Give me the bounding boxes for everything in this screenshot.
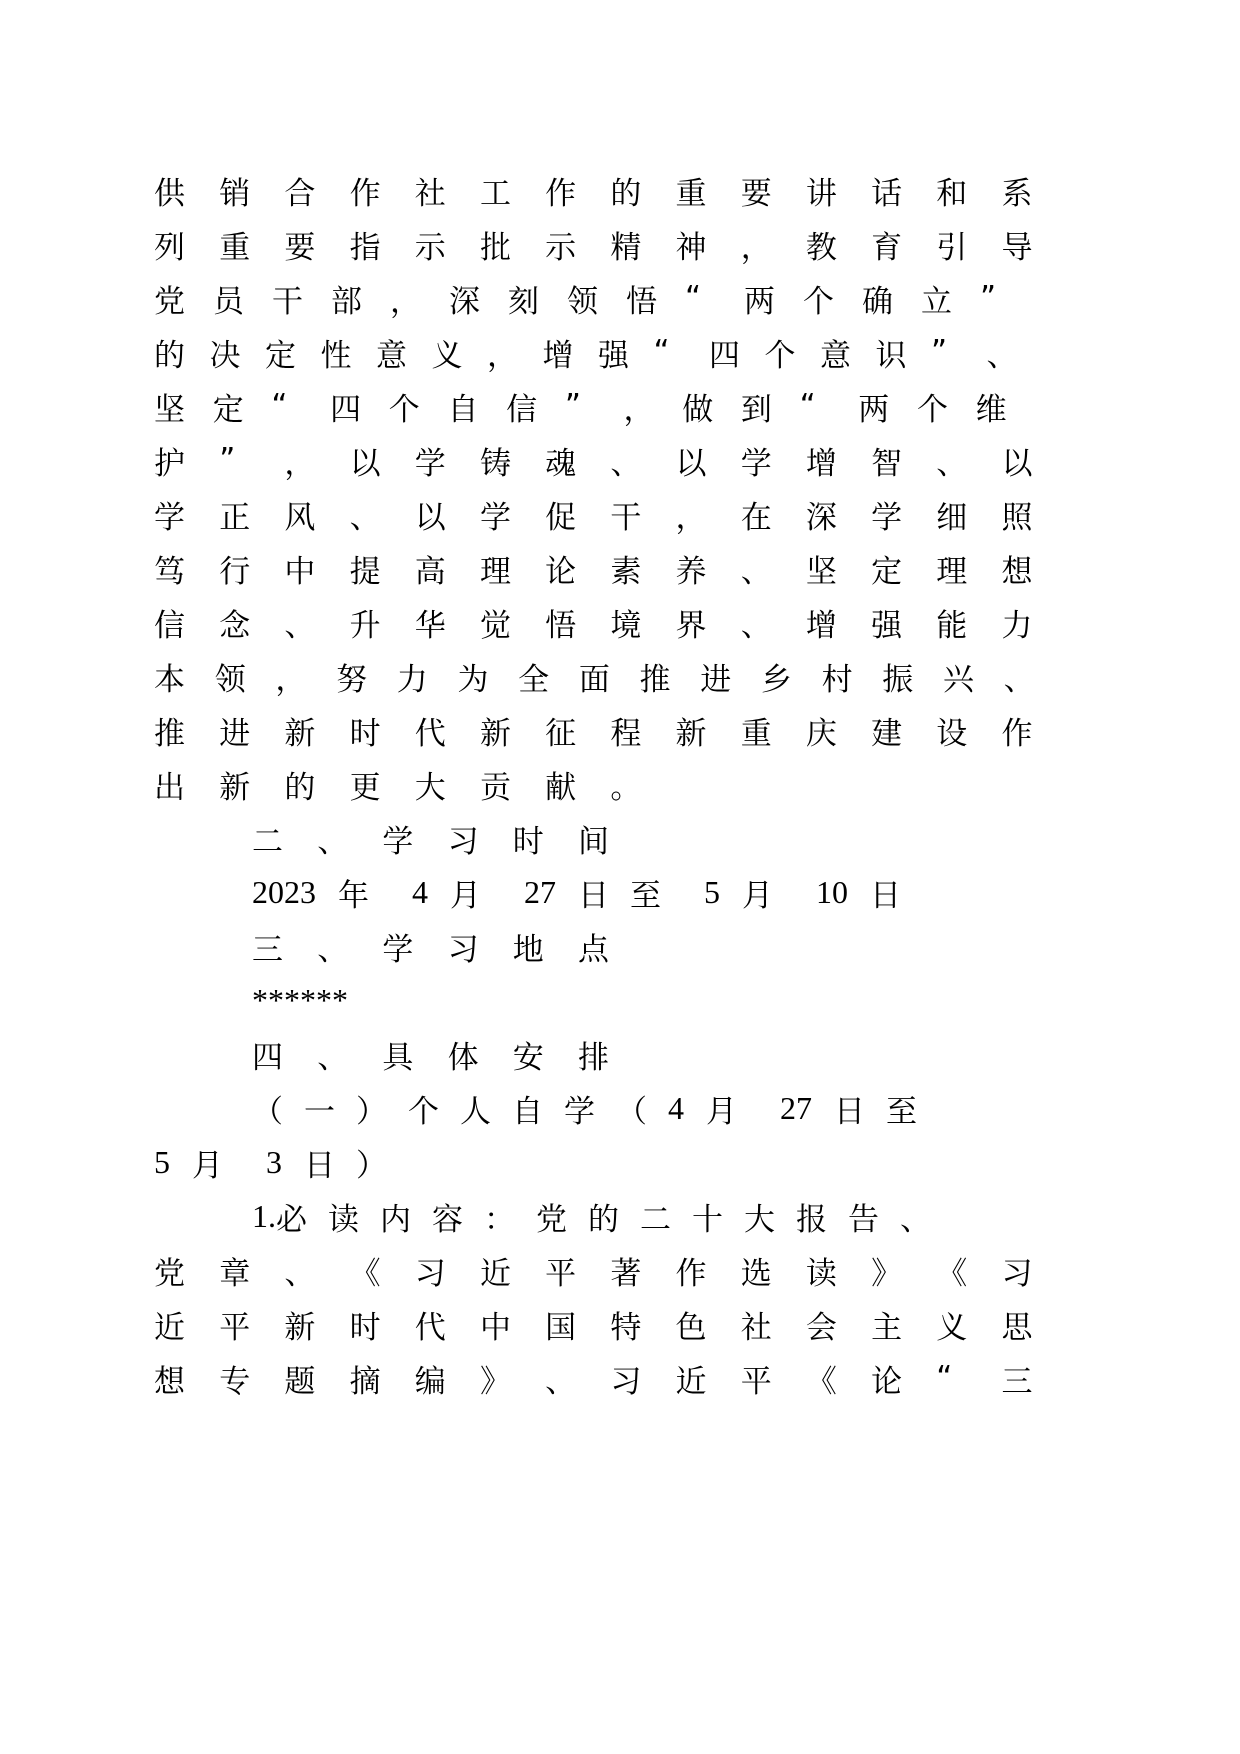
body-line: 党 员 干 部 ， 深 刻 领 悟 “ 两 个 确 立 ” [154,280,997,320]
subsection-heading-cont: 5 月 3 日 ） [154,1143,387,1184]
section-heading: 四 、 具 体 安 排 [252,1039,609,1076]
study-time-value: 2023 年 4 月 27 日 至 5 月 10 日 [252,873,901,914]
body-line: 学 正 风 、 以 学 促 干 ， 在 深 学 细 照 [154,499,1033,536]
body-line: 想 专 题 摘 编 》 、 习 近 平 《 论 “ 三 [154,1360,1033,1400]
body-line: 坚 定 “ 四 个 自 信 ” ， 做 到 “ 两 个 维 [154,388,1007,428]
body-line: 列 重 要 指 示 批 示 精 神 ， 教 育 引 导 [154,229,1033,266]
section-heading: 二 、 学 习 时 间 [252,823,609,860]
body-line: 推 进 新 时 代 新 征 程 新 重 庆 建 设 作 [154,715,1033,752]
body-line: 近 平 新 时 代 中 国 特 色 社 会 主 义 思 [154,1309,1033,1346]
study-location-value: ****** [252,981,348,1018]
subsection-heading: （ 一 ） 个 人 自 学 （ 4 月 27 日 至 [252,1089,917,1130]
body-line: 1. 必 读 内 容 ： 党 的 二 十 大 报 告 、 [252,1197,931,1238]
body-line: 供 销 合 作 社 工 作 的 重 要 讲 话 和 系 [154,175,1033,212]
body-line: 笃 行 中 提 高 理 论 素 养 、 坚 定 理 想 [154,553,1033,590]
body-line: 信 念 、 升 华 觉 悟 境 界 、 增 强 能 力 [154,607,1033,644]
body-line: 护 ” ， 以 学 铸 魂 、 以 学 增 智 、 以 [154,442,1033,482]
body-line: 的 决 定 性 意 义 ， 增 强 “ 四 个 意 识 ” 、 [154,334,1018,374]
body-line: 本 领 ， 努 力 为 全 面 推 进 乡 村 振 兴 、 [154,661,1035,698]
body-line: 出 新 的 更 大 贡 献 。 [154,769,642,806]
section-heading: 三 、 学 习 地 点 [252,931,609,968]
body-line: 党 章 、 《 习 近 平 著 作 选 读 》 《 习 [154,1255,1033,1292]
